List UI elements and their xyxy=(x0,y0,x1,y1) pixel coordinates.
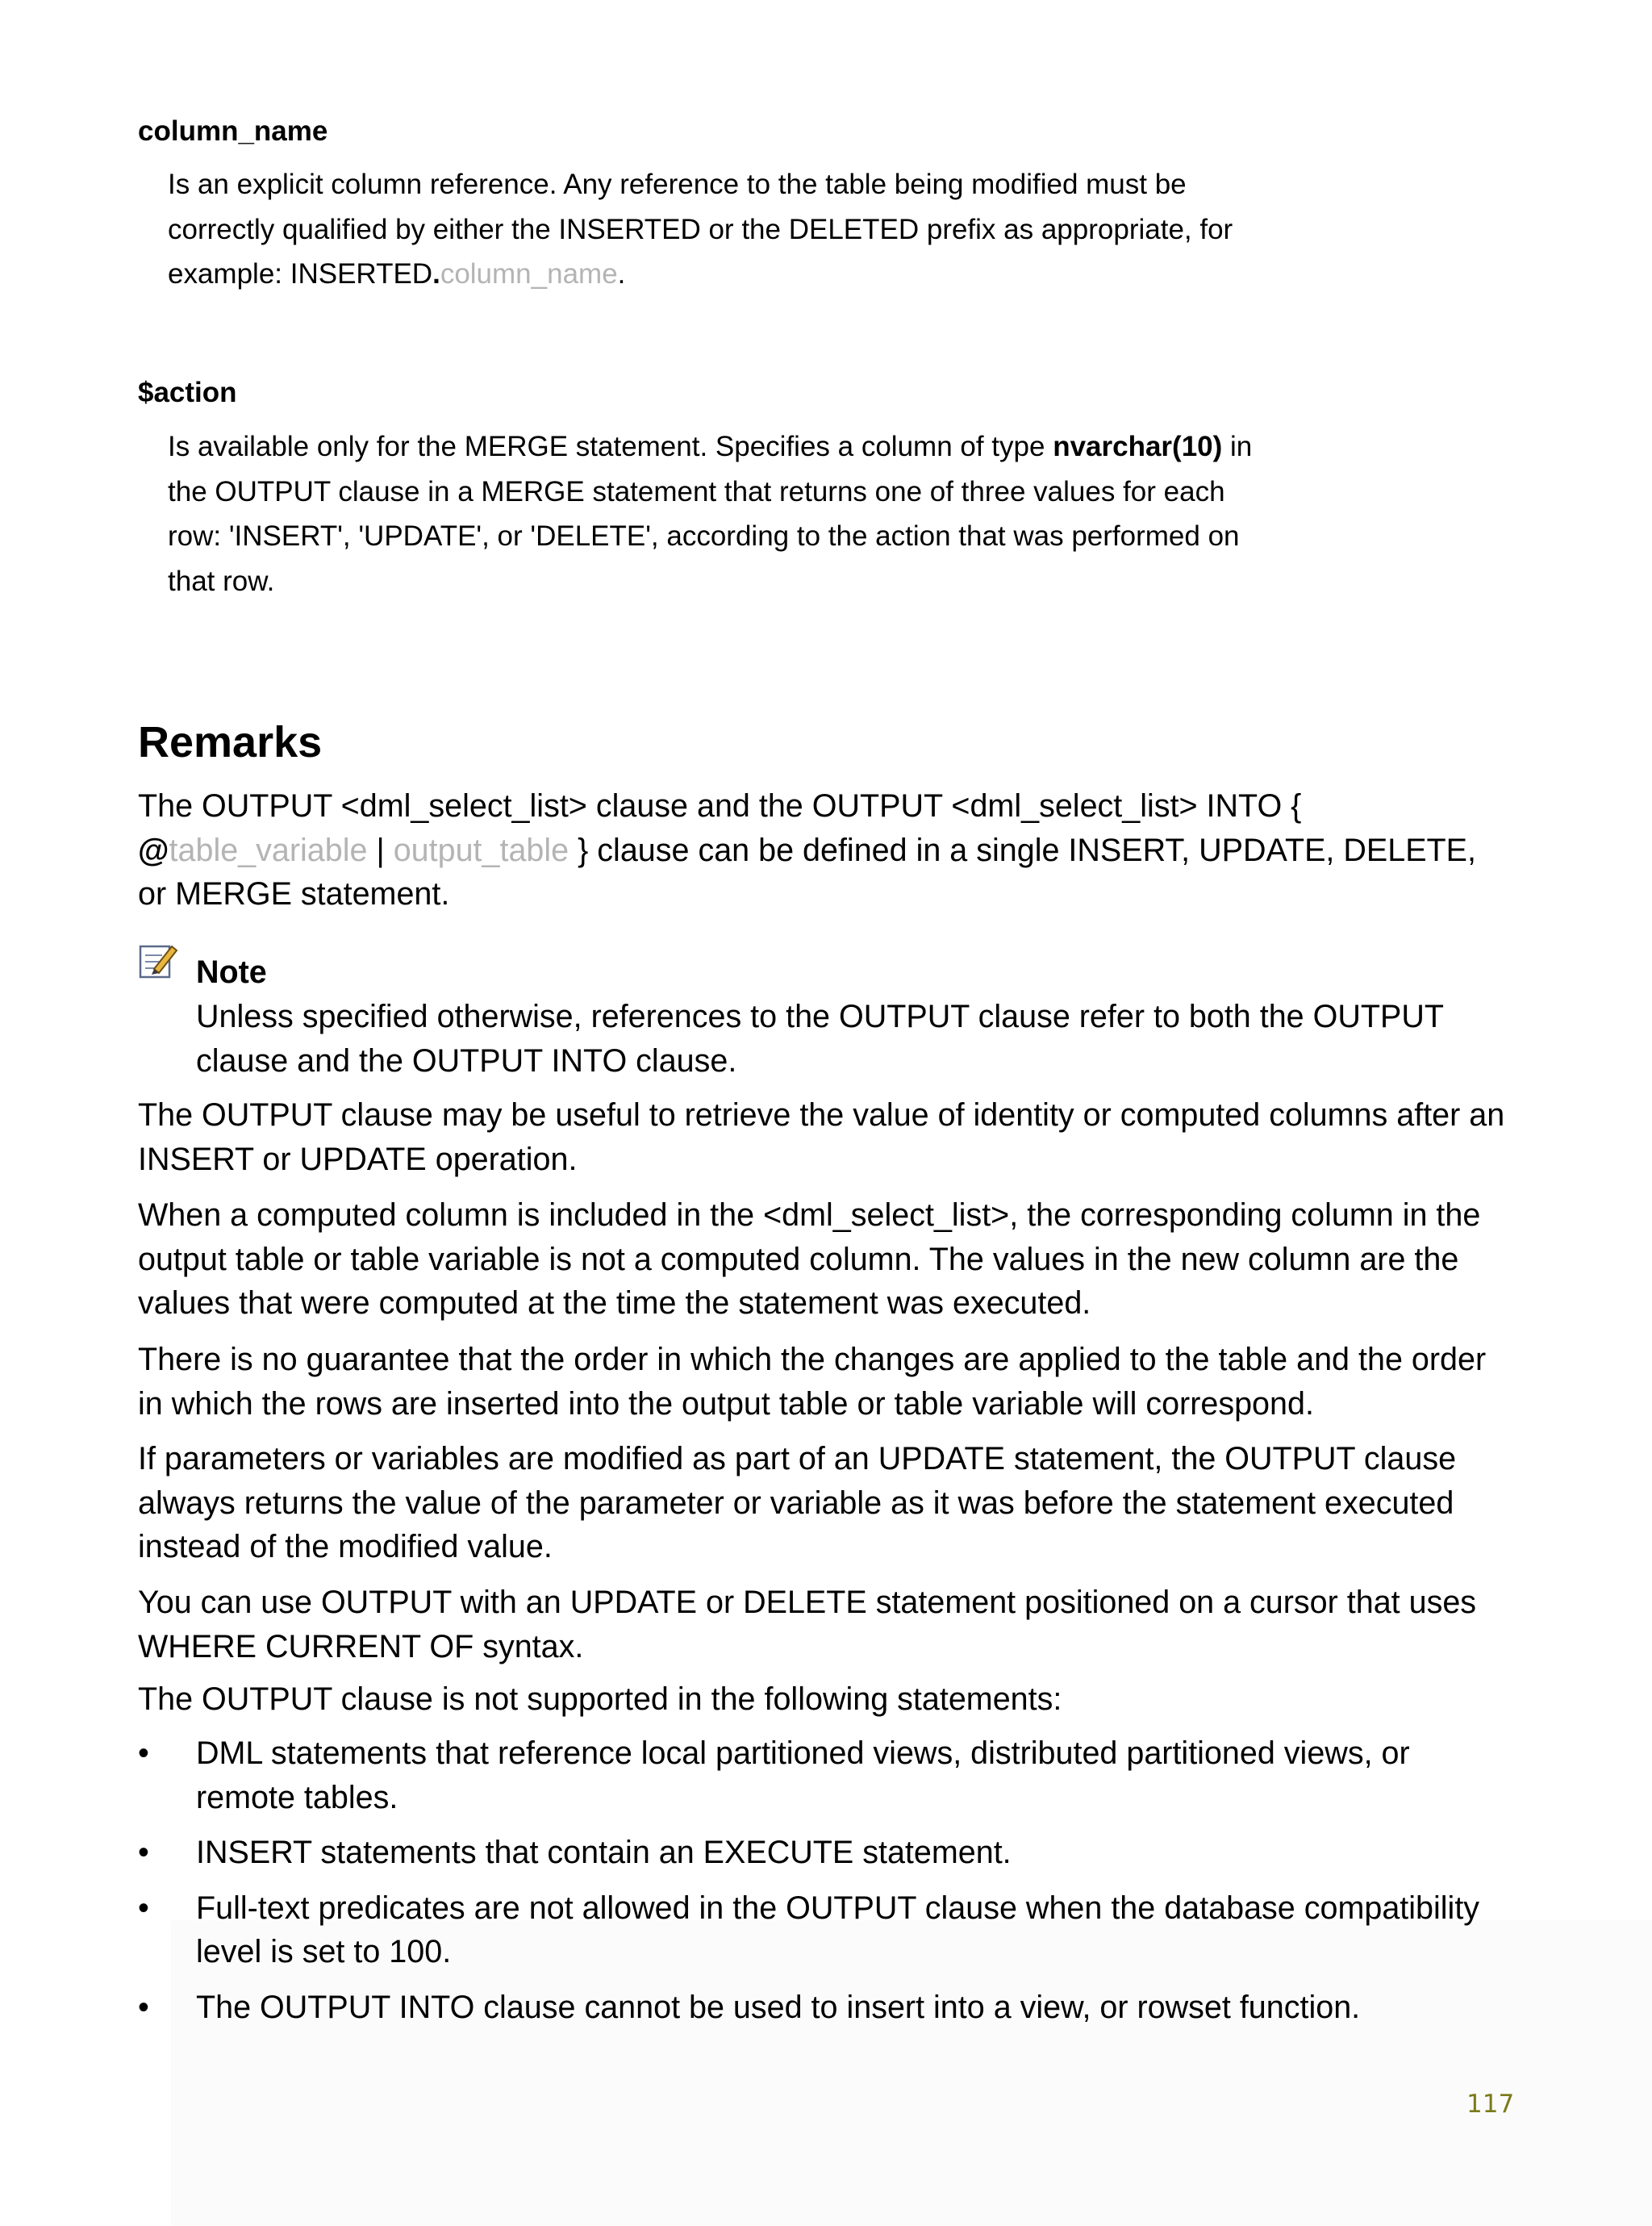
paragraph-line: instead of the modified value. xyxy=(138,1529,553,1564)
paragraph-line: in which the rows are inserted into the output table or table variable will correspond. xyxy=(138,1385,1314,1422)
list-item-line: DML statements that reference local partitioned views, distributed partitioned views, or xyxy=(196,1735,1410,1771)
list-item xyxy=(138,1886,1525,1974)
bullet-icon: • xyxy=(138,1989,149,2025)
paragraph-line: output table or table variable is not a computed column. The values in the new column are the xyxy=(138,1241,1459,1277)
paragraph-line: values that were computed at the time the statement was executed. xyxy=(138,1285,1091,1321)
remarks-paragraph-2 xyxy=(138,1093,1517,1181)
paragraph-line: The OUTPUT <dml_select_list> clause and the OUTPUT <dml_select_list> INTO { xyxy=(138,788,1302,824)
placeholder-output-table: output_table xyxy=(393,832,569,868)
paragraph-line: } clause can be defined in a single INSERT, UPDATE, DELETE, xyxy=(569,832,1476,868)
definition-line: in xyxy=(1222,431,1253,462)
remarks-heading: Remarks xyxy=(138,718,323,766)
term-action: $action xyxy=(138,377,237,408)
paragraph-line: If parameters or variables are modified as part of an UPDATE statement, the OUTPUT clause xyxy=(138,1441,1457,1476)
remarks-paragraph-7: The OUTPUT clause is not supported in the following statements: xyxy=(138,1681,1062,1717)
definition-line: that row. xyxy=(168,565,275,597)
list-item xyxy=(138,1986,1525,2030)
term-column-name: column_name xyxy=(138,115,328,147)
note-line: Unless specified otherwise, references to the OUTPUT clause refer to both the OUTPUT xyxy=(196,999,1444,1034)
remarks-paragraph-3 xyxy=(138,1193,1517,1326)
list-item xyxy=(138,1731,1525,1819)
dot-separator: . xyxy=(432,258,440,290)
paragraph-line: INSERT or UPDATE operation. xyxy=(138,1141,578,1177)
paragraph-line: You can use OUTPUT with an UPDATE or DELETE statement positioned on a cursor that uses xyxy=(138,1585,1477,1620)
list-item-line: remote tables. xyxy=(196,1779,398,1815)
remarks-paragraph-4 xyxy=(138,1338,1517,1426)
definition-line: row: 'INSERT', 'UPDATE', or 'DELETE', according to the action that was performed on xyxy=(168,520,1240,552)
definition-line: the OUTPUT clause in a MERGE statement that returns one of three values for each xyxy=(168,475,1225,507)
list-item xyxy=(138,1831,1525,1875)
paragraph-line: WHERE CURRENT OF syntax. xyxy=(138,1628,584,1664)
list-item-line: The OUTPUT INTO clause cannot be used to insert into a view, or rowset function. xyxy=(196,1989,1361,2025)
list-item-line: level is set to 100. xyxy=(196,1934,452,1969)
list-item-line: INSERT statements that contain an EXECUTE statement. xyxy=(196,1835,1012,1870)
paragraph-line: always returns the value of the parameter or variable as it was before the statement executed xyxy=(138,1485,1454,1521)
pipe-separator: | xyxy=(367,832,394,868)
unsupported-statements-list xyxy=(138,1731,1525,2040)
remarks-paragraph-5 xyxy=(138,1437,1517,1569)
definition-line: correctly qualified by either the INSERTED or the DELETED prefix as appropriate, for xyxy=(168,213,1233,245)
bullet-icon: • xyxy=(138,1890,149,1926)
placeholder-column-name: column_name xyxy=(440,258,618,290)
action-definition xyxy=(168,424,1297,603)
page-number: 117 xyxy=(1466,2090,1515,2119)
remarks-paragraph-1 xyxy=(138,784,1517,917)
definition-line: example: INSERTED xyxy=(168,258,433,290)
definition-line: Is an explicit column reference. Any reference to the table being modified must be xyxy=(168,169,1187,200)
paragraph-line: When a computed column is included in the <dml_select_list>, the corresponding column in the xyxy=(138,1197,1481,1233)
bullet-icon: • xyxy=(138,1835,149,1870)
paragraph-line: The OUTPUT clause may be useful to retrieve the value of identity or computed columns after an xyxy=(138,1097,1505,1133)
note-body xyxy=(196,995,1487,1083)
paragraph-line: There is no guarantee that the order in which the changes are applied to the table and the order xyxy=(138,1342,1487,1377)
at-symbol: @ xyxy=(138,832,169,868)
note-title: Note xyxy=(196,954,267,990)
paragraph-line: or MERGE statement. xyxy=(138,876,450,912)
list-item-line: Full-text predicates are not allowed in the OUTPUT clause when the database compatibility xyxy=(196,1890,1480,1926)
placeholder-table-variable: table_variable xyxy=(169,832,368,868)
period: . xyxy=(617,258,626,290)
type-nvarchar: nvarchar(10) xyxy=(1053,431,1223,462)
definition-line: Is available only for the MERGE statement. Specifies a column of type xyxy=(168,431,1053,462)
column-name-definition xyxy=(168,162,1297,297)
note-pencil-icon xyxy=(138,942,178,980)
bullet-icon: • xyxy=(138,1735,149,1771)
note-line: clause and the OUTPUT INTO clause. xyxy=(196,1042,737,1079)
remarks-paragraph-6 xyxy=(138,1581,1517,1668)
